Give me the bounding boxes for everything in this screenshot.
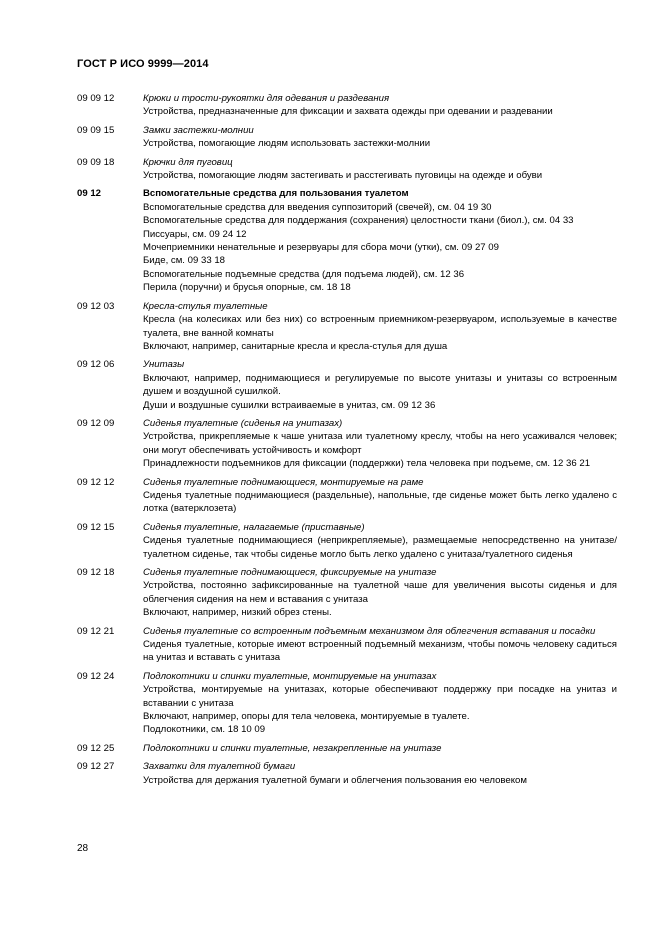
entry-title: Крюки и трости-рукоятки для одевания и раздевания <box>143 93 390 104</box>
classification-entry <box>77 187 617 294</box>
page-number: 28 <box>77 843 89 854</box>
entry-description: Устройства, помогающие людям застегивать и расстегивать пуговицы на одежде и обуви <box>143 170 543 182</box>
classification-entry <box>77 124 617 151</box>
entry-description: Перила (поручни) и брусья опорные, см. 18 18 <box>143 282 351 294</box>
entry-code: 09 12 <box>77 188 102 200</box>
classification-entry <box>77 760 617 787</box>
entry-code: 09 12 09 <box>77 417 115 429</box>
entry-description: Включают, например, низкий обрез стены. <box>143 607 332 619</box>
entry-code: 09 12 24 <box>77 670 115 682</box>
entry-title: Вспомогательные средства для пользования туалетом <box>143 188 409 200</box>
classification-entry <box>77 521 617 561</box>
classification-entry <box>77 625 617 665</box>
entry-code: 09 09 12 <box>77 93 115 104</box>
entry-title: Крючки для пуговиц <box>143 156 233 168</box>
entry-code: 09 12 25 <box>77 742 115 754</box>
entry-title: Сиденья туалетные поднимающиеся, фиксируемые на унитазе <box>143 567 437 578</box>
entry-description: Включают, например, поднимающиеся и регулируемые по высоте унитазы и унитазы со встроенным душем и воздушной сушилкой. <box>143 372 617 398</box>
entry-description: Вспомогательные средства для введения суппозиторий (свечей), см. 04 19 30 <box>143 201 492 213</box>
entry-description: Включают, например, санитарные кресла и кресла-стулья для душа <box>143 340 448 352</box>
entry-title: Сиденья туалетные со встроенным подъемным механизмом для облегчения вставания и посадки <box>143 625 596 637</box>
entry-description: Принадлежности подъемников для фиксации (поддержки) тела человека при подъеме, см. 12 36 21 <box>143 458 591 470</box>
entry-code: 09 12 12 <box>77 476 115 488</box>
entry-code: 09 12 15 <box>77 521 115 533</box>
entry-description: Кресла (на колесиках или без них) со встроенным приемником-резервуаром, используемые в качестве туалета, вне ванной комнаты <box>143 314 617 339</box>
entry-description: Вспомогательные средства для поддержания (сохранения) целостности ткани (биол.), см. 04 33 <box>143 215 574 227</box>
entry-title: Захватки для туалетной бумаги <box>143 761 296 773</box>
classification-entry <box>77 156 617 183</box>
entry-description: Устройства, помогающие людям использовать застежки-молнии <box>143 138 431 150</box>
entry-code: 09 09 15 <box>77 124 115 136</box>
entry-code: 09 09 18 <box>77 156 115 168</box>
entry-description: Устройства, прикрепляемые к чаше унитаза или туалетному креслу, чтобы на него усаживался человек; они могут обеспечивать устойчивость и комфорт <box>143 431 617 456</box>
entry-description: Устройства, постоянно зафиксированные на туалетной чаше для увеличения высоты сиденья и для облегчения сидения на нем и вставания с унитаза <box>143 580 617 605</box>
entry-description: Включают, например, опоры для тела человека, монтируемые в туалете. <box>143 711 470 723</box>
entry-description: Вспомогательные подъемные средства (для подъема людей), см. 12 36 <box>143 268 465 280</box>
entry-description: Устройства, предназначенные для фиксации и захвата одежды при одевании и раздевании <box>143 106 553 118</box>
entry-title: Сиденья туалетные (сиденья на унитазах) <box>143 417 343 429</box>
entry-description: Устройства для держания туалетной бумаги и облегчения пользования ею человеком <box>143 774 527 786</box>
classification-entry <box>77 358 617 412</box>
entry-code: 09 12 18 <box>77 567 115 578</box>
entry-title: Сиденья туалетные поднимающиеся, монтируемые на раме <box>143 476 424 488</box>
entry-title: Кресла-стулья туалетные <box>143 300 268 312</box>
entry-code: 09 12 21 <box>77 625 115 637</box>
entry-description: Биде, см. 09 33 18 <box>143 255 225 267</box>
entry-description: Сиденья туалетные поднимающиеся (раздельные), напольные, где сиденье может быть легко удалено с лотка (ватерклозета) <box>143 489 617 515</box>
classification-entries <box>77 92 617 792</box>
entry-title: Унитазы <box>143 359 185 371</box>
entry-description: Устройства, монтируемые на унитазах, которые обеспечивают поддержку при посадке на унитаз и вставании с унитаза <box>143 684 617 709</box>
classification-entry <box>77 742 617 755</box>
classification-entry <box>77 300 617 354</box>
entry-code: 09 12 03 <box>77 300 115 312</box>
classification-entry <box>77 417 617 471</box>
classification-entry <box>77 476 617 516</box>
entry-description: Души и воздушные сушилки встраиваемые в унитаз, см. 09 12 36 <box>143 399 436 411</box>
entry-code: 09 12 27 <box>77 761 115 773</box>
classification-entry <box>77 670 617 737</box>
entry-title: Подлокотники и спинки туалетные, незакрепленные на унитазе <box>143 742 442 754</box>
entry-code: 09 12 06 <box>77 359 115 371</box>
classification-entry <box>77 566 617 620</box>
entry-title: Подлокотники и спинки туалетные, монтируемые на унитазах <box>143 670 437 682</box>
entry-title: Замки застежки-молнии <box>143 124 254 136</box>
entry-description: Сиденья туалетные поднимающиеся (неприкрепляемые), размещаемые непосредственно на унитазе/туалетном сиденье, так чтобы сиденье могло быть легко удалено с унитаза/туалетного сиденья <box>143 535 617 560</box>
entry-description: Сиденья туалетные, которые имеют встроенный подъемный механизм, чтобы помочь человеку садиться на унитаз и вставать с унитаза <box>143 639 617 664</box>
entry-description: Писсуары, см. 09 24 12 <box>143 228 247 240</box>
document-header: ГОСТ Р ИСО 9999—2014 <box>77 58 209 70</box>
entry-description: Мочеприемники ненательные и резервуары для сбора мочи (утки), см. 09 27 09 <box>143 242 499 254</box>
entry-title: Сиденья туалетные, налагаемые (приставные) <box>143 521 365 533</box>
entry-description: Подлокотники, см. 18 10 09 <box>143 724 266 736</box>
classification-entry <box>77 92 617 119</box>
